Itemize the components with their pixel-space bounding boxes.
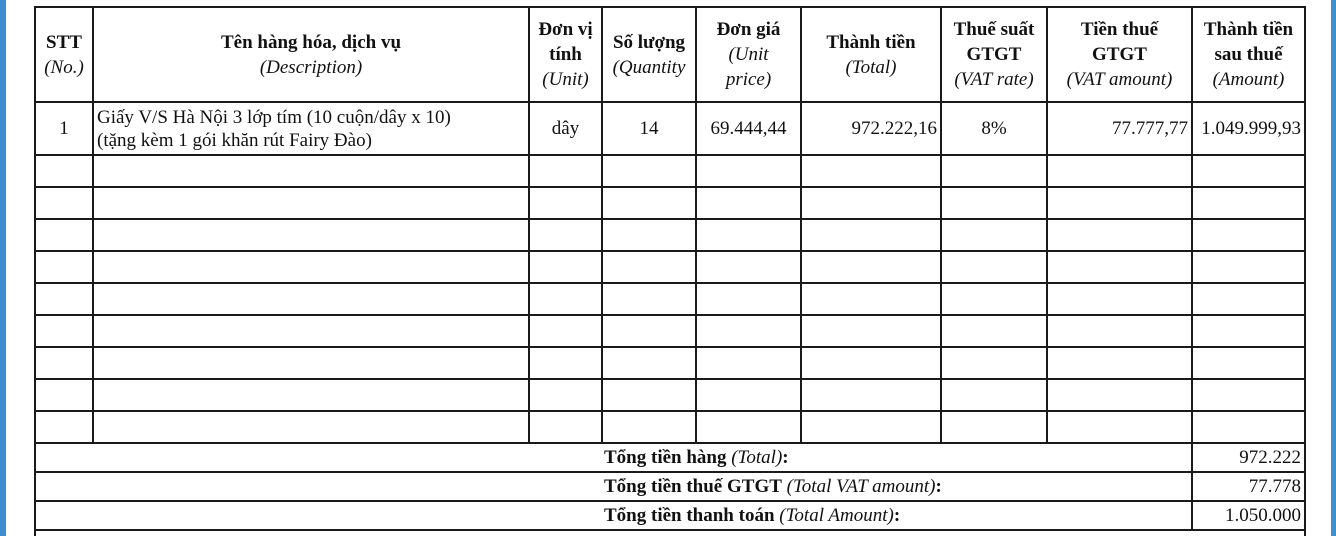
col-header-description [93, 7, 529, 102]
invoice-sheet [6, 0, 1331, 536]
cell-amount: 1.049.999,93 [1192, 102, 1305, 155]
header-vat-amount-en: (VAT amount) [1066, 69, 1173, 90]
total-vat-value: 77.778 [1192, 472, 1305, 501]
total-goods-colon: : [782, 446, 789, 468]
header-quantity-vi: Số lượng [612, 31, 686, 53]
col-header-unit [529, 7, 602, 102]
header-unit-vi-2: tính [549, 44, 582, 65]
header-unit-price-en-1: (Unit [728, 44, 769, 65]
total-goods-value: 972.222 [1192, 443, 1305, 472]
total-vat-label-vi: Tổng tiền thuế GTGT [604, 475, 782, 497]
header-vat-rate-vi-2: GTGT [966, 44, 1022, 65]
footer-blank-row [35, 530, 1305, 536]
empty-row [35, 347, 1305, 379]
cell-quantity: 14 [602, 102, 696, 155]
cell-vat-amount: 77.777,77 [1047, 102, 1192, 155]
header-unit-price-vi: Đơn giá [716, 19, 781, 40]
header-amount-vi-2: sau thuế [1214, 44, 1283, 65]
total-vat-colon: : [935, 475, 942, 497]
total-vat-label-en: (Total VAT amount) [786, 475, 936, 497]
header-no-en: (No.) [44, 56, 84, 78]
footer-blank-cell [35, 530, 1305, 536]
empty-row [35, 379, 1305, 411]
col-header-amount [1192, 7, 1305, 102]
header-total-en: (Total) [845, 56, 897, 78]
total-vat-label [35, 472, 1192, 501]
cell-unit-price: 69.444,44 [696, 102, 801, 155]
empty-row [35, 155, 1305, 187]
total-goods-label-en: (Total) [731, 446, 783, 468]
empty-row [35, 283, 1305, 315]
total-payment-colon: : [893, 504, 901, 526]
description-line-2: (tặng kèm 1 gói khăn rút Fairy Đào) [97, 129, 372, 151]
cell-total: 972.222,16 [801, 102, 941, 155]
window-edge-right [1331, 0, 1336, 536]
total-goods-label [35, 443, 1192, 472]
total-vat-row [35, 472, 1305, 501]
empty-row [35, 411, 1305, 443]
header-row [35, 7, 1305, 102]
total-payment-row [35, 501, 1305, 530]
header-amount-vi-1: Thành tiền [1203, 19, 1294, 40]
col-header-quantity [602, 7, 696, 102]
header-quantity-en: (Quantity [612, 56, 686, 78]
total-payment-value: 1.050.000 [1192, 501, 1305, 530]
col-header-no [35, 7, 93, 102]
header-unit-price-en-2: price) [725, 69, 772, 90]
col-header-vat-amount [1047, 7, 1192, 102]
description-line-1: Giấy V/S Hà Nội 3 lớp tím (10 cuộn/dây x 10) [97, 106, 451, 128]
cell-unit: dây [529, 102, 602, 155]
header-description-vi: Tên hàng hóa, dịch vụ [220, 31, 402, 53]
header-total-vi: Thành tiền [826, 31, 916, 53]
cell-description [93, 102, 529, 155]
empty-row [35, 315, 1305, 347]
total-goods-row [35, 443, 1305, 472]
col-header-vat-rate [941, 7, 1047, 102]
total-payment-label [35, 501, 1192, 530]
header-vat-amount-vi-1: Tiền thuế [1080, 19, 1159, 40]
cell-no: 1 [35, 102, 93, 155]
empty-row [35, 187, 1305, 219]
header-no-vi: STT [46, 31, 82, 53]
invoice-items-table [34, 6, 1306, 536]
cell-vat-rate: 8% [941, 102, 1047, 155]
empty-row [35, 251, 1305, 283]
total-payment-label-vi: Tổng tiền thanh toán [604, 504, 775, 526]
header-vat-rate-en: (VAT rate) [954, 69, 1034, 90]
empty-row [35, 219, 1305, 251]
total-payment-label-en: (Total Amount) [779, 504, 894, 526]
col-header-total [801, 7, 941, 102]
header-vat-amount-vi-2: GTGT [1092, 44, 1147, 65]
table-row [35, 102, 1305, 155]
header-unit-en: (Unit) [542, 69, 589, 90]
header-description-en: (Description) [259, 56, 363, 78]
col-header-unit-price [696, 7, 801, 102]
total-goods-label-vi: Tổng tiền hàng [604, 446, 727, 468]
header-unit-vi-1: Đơn vị [538, 19, 593, 40]
header-vat-rate-vi-1: Thuế suất [953, 19, 1035, 40]
header-amount-en: (Amount) [1212, 69, 1285, 90]
